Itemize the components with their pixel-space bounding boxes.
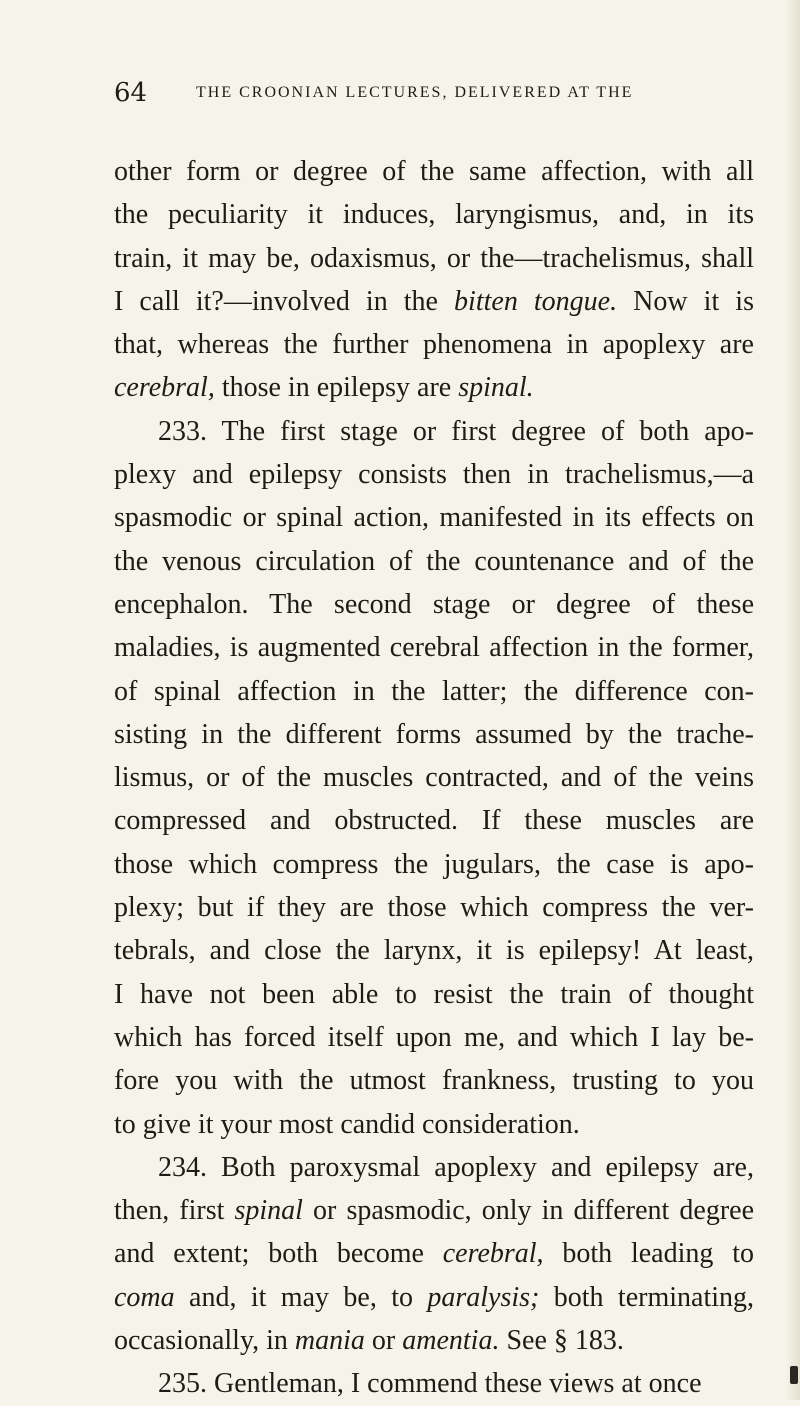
text-line: spasmodic or spinal action, manifested in its effects on	[114, 502, 754, 534]
text-line: maladies, is augmented cerebral affection in the former,	[114, 632, 754, 664]
italic-run: amentia.	[402, 1325, 500, 1357]
italic-run: paralysis;	[427, 1281, 540, 1313]
text-run: See § 183.	[499, 1325, 624, 1357]
text-line: to give it your most candid consideration.	[114, 1108, 580, 1140]
paragraph-start: 234. Both paroxysmal apoplexy and epilepsy are,	[158, 1151, 754, 1183]
text-line	[114, 1276, 754, 1319]
text-run: I call it?—involved in the	[114, 285, 455, 317]
text-line	[114, 366, 754, 409]
text-run: or	[364, 1325, 403, 1357]
text-run: and, it may be, to	[174, 1281, 428, 1313]
text-run: or spasmodic, only in different degree	[302, 1195, 755, 1227]
paragraph-start: 233. The first stage or first degree of both apo-	[158, 415, 754, 447]
text-line: plexy and epilepsy consists then in trachelismus,—a	[114, 459, 754, 491]
text-line: compressed and obstructed. If these muscles are	[114, 805, 754, 837]
italic-run: coma	[114, 1281, 175, 1313]
text-line: tebrals, and close the larynx, it is epilepsy! At least,	[114, 935, 754, 967]
text-run: occasionally, in	[114, 1325, 295, 1357]
paragraph-start: 235. Gentleman, I commend these views at once	[158, 1368, 702, 1400]
italic-run: spinal	[234, 1195, 303, 1227]
page-header	[114, 78, 754, 118]
text-line: the venous circulation of the countenance and of the	[114, 545, 754, 577]
text-line: of spinal affection in the latter; the difference con-	[114, 675, 754, 707]
text-line	[114, 280, 754, 323]
text-line: sisting in the different forms assumed by the trache-	[114, 718, 754, 750]
italic-run: bitten tongue.	[454, 285, 618, 317]
text-run: then, first	[114, 1195, 235, 1227]
text-run: both terminating,	[539, 1281, 754, 1313]
text-line: plexy; but if they are those which compress the ver-	[114, 892, 754, 924]
text-line: lismus, or of the muscles contracted, and of the veins	[114, 762, 754, 794]
page-number: 64	[114, 78, 148, 108]
text-line	[114, 1232, 754, 1275]
page-gutter-shadow	[786, 0, 800, 1400]
text-line: those which compress the jugulars, the case is apo-	[114, 848, 754, 880]
text-line: fore you with the utmost frankness, trusting to you	[114, 1065, 754, 1097]
text-line	[114, 1319, 754, 1362]
text-line: encephalon. The second stage or degree of these	[114, 588, 754, 620]
text-run: Now it is	[617, 285, 754, 317]
text-line: train, it may be, odaxismus, or the—trachelismus, shall	[114, 242, 754, 274]
text-line: that, whereas the further phenomena in apoplexy are	[114, 329, 754, 361]
text-run: those in epilepsy are	[214, 372, 459, 404]
text-run: both leading to	[543, 1238, 754, 1270]
text-run: and extent; both become	[114, 1238, 443, 1270]
text-line: other form or degree of the same affection, with all	[114, 156, 754, 187]
text-line: I have not been able to resist the train of thought	[114, 978, 754, 1010]
italic-run: mania	[294, 1325, 365, 1357]
text-line: which has forced itself upon me, and which I lay be-	[114, 1021, 754, 1053]
running-head: THE CROONIAN LECTURES, DELIVERED AT THE	[196, 84, 634, 101]
italic-run: spinal.	[458, 372, 534, 404]
body-text	[114, 150, 754, 1406]
text-line: the peculiarity it induces, laryngismus, and, in its	[114, 199, 754, 231]
italic-run: cerebral,	[114, 372, 215, 404]
italic-run: cerebral,	[442, 1238, 544, 1270]
text-line	[114, 1189, 754, 1232]
ink-mark	[790, 1366, 798, 1384]
